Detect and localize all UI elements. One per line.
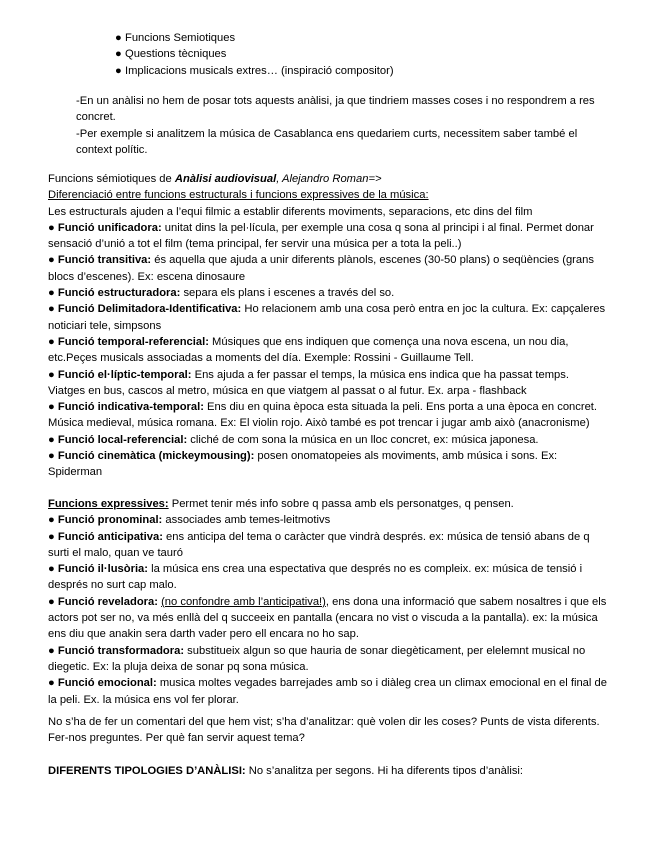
bullet-icon: ● <box>48 303 55 316</box>
typologies-paragraph: DIFERENTS TIPOLOGIES D’ANÀLISI: No s’analitza per segons. Hi ha diferents tipos d’anàlisi: <box>48 765 524 777</box>
bullet-icon: ● <box>48 401 55 414</box>
bullet-icon: ● <box>48 433 55 446</box>
list-item: ● Funció cinemàtica (mickeymousing): posen onomatopeies als moviments, amb música i sons. Ex: Spiderman <box>48 450 558 479</box>
bullet-icon: ● <box>48 530 55 543</box>
list-item: ● Funció transformadora: substitueix algun so que hauria de sonar diegèticament, per elelemnt musical no diegetic. Ex: la pluja deixa de sonar pq sona música. <box>48 644 586 673</box>
bullet-icon: ● <box>115 64 122 77</box>
typologies-block <box>48 763 608 779</box>
section-title: Funcions sémiotiques de Anàlisi audiovisual, Alejandro Roman=> <box>48 173 382 185</box>
list-item: ● Funció Delimitadora-Identificativa: Ho relacionem amb una cosa però entra en joc la cultura. Ex: capçaleres noticiari tele, simpsons <box>48 303 606 332</box>
typologies-heading: DIFERENTS TIPOLOGIES D’ANÀLISI: <box>48 765 246 777</box>
list-item: ● Funció il·lusòria: la música ens crea una espectativa que després no es compleix. ex: música de tensió i després no surt cap malo. <box>48 563 583 592</box>
list-item: ● Funció temporal-referencial: Músiques que ens indiquen que comença una nova escena, un nou dia, etc.Peçes musicals associadas a moments del día. Exemple: Rossini - Guillaume Tell. <box>48 335 569 365</box>
list-item: ● Funció estructuradora: separa els plans i escenes a través del so. <box>48 287 395 300</box>
bullet-icon: ● <box>48 644 55 657</box>
diff-heading: Diferenciació entre funcions estructurals i funcions expressives de la música: <box>48 189 429 202</box>
list-item: ● Funció el·líptic-temporal: Ens ajuda a fer passar el temps, la música ens indica que ha passat temps. Viatges en bus, cascos al metro, música en que viatgem al passat o al futur. Ex. arpa - flashback <box>48 368 569 397</box>
list-item: ● Funció indicativa-temporal: Ens diu en quina època esta situada la peli. Ens porta a una època en concret. Música medieval, música romana. Ex: El violin rojo. Això també es pot trencar i jugar amb això (anacronisme) <box>48 401 598 430</box>
bullet-icon: ● <box>115 48 122 61</box>
bullet-icon: ● <box>48 677 55 690</box>
list-item: ● Funcions Semiotiques <box>115 30 394 46</box>
expressive-heading: Funcions expressives: <box>48 498 169 510</box>
list-item: ● Funció local-referencial: cliché de com sona la música en un lloc concret, ex: música japonesa. <box>48 433 539 446</box>
list-item: ● Funció unificadora: unitat dins la pel·lícula, per exemple una cosa q sona al principi i al final. Permet donar sensació d’unió a tot el film (tema principal, fer servir una música per a tota la peli..) <box>48 221 594 251</box>
list-item: ● Questions tècniques <box>115 46 394 62</box>
bullet-icon: ● <box>48 514 55 527</box>
list-item: ● Implicacions musicals extres… (inspiració compositor) <box>115 63 394 79</box>
bullet-icon: ● <box>48 450 55 463</box>
list-item: ● Funció anticipativa: ens anticipa del tema o caràcter que vindrà després. ex: música de tensió abans de q surti el malo, quan ve tauró <box>48 530 590 559</box>
structural-intro: Les estructurals ajuden a l’equi filmic a establir diferents moviments, separacions, etc dins del film <box>48 205 533 218</box>
functions-section <box>48 171 608 481</box>
bullet-icon: ● <box>48 563 55 576</box>
expressive-intro: Funcions expressives: Permet tenir més info sobre q passa amb els personatges, q pensen. <box>48 498 514 510</box>
bullet-icon: ● <box>48 254 55 267</box>
note-paragraph: -En un anàlisi no hem de posar tots aquests anàlisi, ja que tindriem masses coses i no respondrem a res concret. <box>76 95 595 124</box>
expressive-section <box>48 496 608 708</box>
work-title: Anàlisi audiovisual <box>174 173 277 185</box>
note-paragraph: -Per exemple si analitzem la música de Casablanca ens quedariem curts, necessitem saber també el context polític. <box>76 127 578 156</box>
author-name: , Alejandro Roman=> <box>276 173 382 185</box>
top-bullet-list <box>115 30 394 79</box>
bullet-icon: ● <box>48 221 55 234</box>
bullet-icon: ● <box>48 287 55 300</box>
list-item: ● Funció emocional: musica moltes vegades barrejades amb so i diàleg crea un climax emocional en el final de la peli. Ex. la música ens vol fer plorar. <box>48 677 607 706</box>
bullet-icon: ● <box>48 595 55 608</box>
bullet-icon: ● <box>48 368 55 381</box>
list-item: ● Funció pronominal: associades amb temes-leitmotivs <box>48 514 331 527</box>
closing-block <box>48 714 608 747</box>
bullet-icon: ● <box>115 32 122 44</box>
bullet-icon: ● <box>48 335 55 348</box>
notes-block <box>76 93 598 158</box>
list-item: ● Funció reveladora: (no confondre amb l’anticipativa!), ens dona una informació que sabem nosaltres i que els actors pot ser no, va més enllà del q succeeix en pantalla (encara no vist o viscuda a la pantalla). ex: la música ens diu que anakin sera darth vader pero ell encara no ho sap. <box>48 595 607 641</box>
closing-paragraph: No s’ha de fer un comentari del que hem vist; s’ha d’analitzar: què volen dir les coses? Punts de vista diferents. Fer-nos preguntes. Per què fan servir aquest tema? <box>48 716 600 745</box>
list-item: ● Funció transitiva: és aquella que ajuda a unir diferents plànols, escenes (30-50 plans) o seqüències (grans blocs d’escenes). Ex: escena dinosaure <box>48 254 594 283</box>
